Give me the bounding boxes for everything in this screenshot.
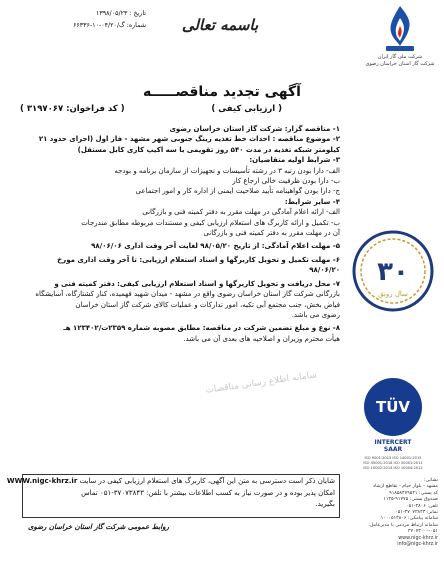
company-logo-block — [362, 4, 438, 68]
tuv-logo-icon: TÜV — [364, 378, 422, 436]
call-number: ( کد فراخوان: ۳۱۹۷۰۶۷ ) — [20, 104, 125, 114]
emblem-number: ۳۰ — [377, 257, 409, 287]
body-line: ۸- نوع و مبلغ تضمین شرکت در مناقصه: مطابق مصوبه شماره ۲۳۵۹ت/۱۲۳۴۰۲ هـ — [63, 324, 340, 333]
contact-email-link[interactable]: info@nigc-khrz.ir — [397, 542, 438, 548]
body-line: ۶- مهلت تکمیل و تحویل کاربرگها و اسناد استعلام ارزیابی: تا آخر وقت اداری مورخ — [57, 255, 340, 264]
contact-website-link[interactable]: www.nigc-khrz.ir — [398, 535, 438, 541]
body-line: ۵- مهلت اعلام آمادگی: از تاریخ ۹۸/۰۵/۲۰ لغایت آخر وقت اداری ۹۸/۰۶/۰۶ — [91, 242, 340, 251]
body-line: ۹۸/۰۶/۲۰ — [309, 266, 340, 275]
body-line: الف- ارائه اعلام آمادگی در مهلت مقرر به دفتر کمیته فنی و بازرگانی — [142, 208, 340, 217]
info-line: امکان پذیر بوده و در صورت نیاز به کسب اطلاعات بیشتر با تلفن: ۳۷۰۷۳۸۴۳-۰۵۱ تماس — [81, 488, 335, 497]
body-line: ۳- شرایط اولیه متقاضیان: — [249, 156, 340, 165]
website-link[interactable]: WWW.nigc-khrz.ir — [6, 477, 78, 485]
body-line: ۷- محل دریافت و تحویل کاربرگها و اسناد استعلام ارزیابی کیفی: دفتر کمیته فنی و — [54, 279, 340, 288]
number-label: شماره: گ/۰۴/۲۰-۱۰-۶۶۳۳۶ — [73, 22, 146, 29]
body-line: هیأت محترم وزیران و اصلاحیه های بعدی آن می باشد. — [183, 334, 340, 343]
info-line: بگیرید. — [315, 500, 335, 508]
iso-cert-list — [354, 456, 432, 471]
contact-line: سامانه پیامکی: ۱۰۰۰۵۱۳۸۰۶ — [380, 516, 438, 522]
body-line: ب- دارا بودن ظرفیت خالی ارجاع کار — [232, 177, 340, 186]
notice-subline — [12, 104, 432, 118]
emblem-caption: سال رونق — [378, 290, 408, 298]
body-line: الف- دارا بودن رتبه ۳ در رشته تأسیسات و تجهیزات از سازمان برنامه و بودجه — [114, 166, 340, 175]
year-emblem-icon — [352, 230, 434, 312]
body-line: کیلومتر شبکه تغذیه در مدت ۵۴۰ روز تقویمی با سه اکیپ کاری کابل مستقل) — [77, 145, 340, 154]
tuv-name: INTERCERT — [374, 439, 412, 446]
info-line — [6, 476, 335, 488]
body-line: ب- تکمیل و ارائه کاربرگ های استعلام ارزیابی کیفی و مستندات مربوطه مطابق مندرجات — [81, 218, 340, 227]
contact-line: تلفن: ۳۸۰۶-۰۵۱ — [406, 503, 438, 509]
body-line: رضوی می باشد. — [291, 310, 340, 319]
public-relations-signature: روابط عمومی شرکت گاز استان خراسان رضوی — [28, 523, 170, 531]
letter-meta — [6, 8, 146, 32]
iso-line: ISO 45001:2018 ISO 50001:2011 — [363, 461, 423, 465]
contact-line: مشهد - بلوار خیام - تقاطع ارشاد — [373, 484, 438, 490]
contact-line: نشانی: — [423, 478, 438, 483]
org-name-line: شرکت ملی گاز ایران — [377, 54, 423, 60]
gas-flame-logo-icon — [378, 4, 422, 54]
contact-line: سامانه ارتباط مردمی با مدیرعامل: — [368, 522, 438, 528]
contact-line: کد پستی: ۹۱۸۵۸۴۷۹۵۴۱ — [389, 490, 438, 496]
evaluation-type: ( ارزیابی کیفی ) — [211, 104, 282, 114]
body-line: ۴- سایر شرایط: — [284, 197, 340, 206]
contact-line: صندوق پستی: ۹۱۷۷۵-۱۱۳۵ — [383, 497, 438, 503]
notice-title: آگهی تجدید مناقصـــــه — [143, 84, 301, 100]
iso-line: ISO 9001:2015 ISO 14001:2015 — [364, 456, 422, 460]
tuv-certificate — [354, 378, 432, 471]
tuv-name-2: SAAR — [383, 446, 403, 453]
body-line: ج- دارا بودن گواهینامه تأیید صلاحیت ایمنی از اداره کار و امور اجتماعی — [135, 187, 340, 196]
info-box — [6, 474, 340, 518]
body-line: فیاض بخش، جنب مجتمع آبی تکیه، امور تدارکات و عملیات کالای شرکت گاز استان خراسان — [75, 300, 340, 309]
iso-line: ISO 10002:2014 ISO 10004:2012 — [363, 466, 423, 470]
notice-body — [10, 124, 340, 344]
body-line: ۱- مناقصه گزار: شرکت گاز استان خراسان رضوی — [169, 125, 340, 133]
contact-line: ۳۷۰۷۳۰۰۰-۰۵۱ — [407, 529, 438, 535]
watermark-text: سامانه اطلاع رسانی مناقصات — [204, 370, 318, 396]
body-line: ۲- موضوع مناقصه : احداث خط تغذیه رینگ جنوبی شهر مشهد - فاز اول (اجرای حدود ۲۱ — [38, 135, 340, 144]
contact-line: نمابر: ۳۷۰۷۳۸۴۳-۰۵۱ — [395, 510, 438, 516]
basmala-heading: باسمه تعالی — [181, 16, 259, 34]
org-name-line-2: شرکت گاز استان خراسان رضوی — [365, 61, 435, 67]
date-label: تاریخ : ۱۳۹۸/۰۵/۲۳ — [96, 10, 146, 17]
info-text: شایان ذکر است دسترسی به متن این آگهی، کاربرگ های استعلام ارزیابی کیفی در سایت — [79, 477, 335, 485]
body-line: آن در مهلت مقرر به دفتر کمیته فنی و بازرگانی — [203, 229, 340, 238]
contact-column — [354, 478, 438, 548]
body-line: بازرگانی شرکت گاز استان خراسان رضوی واقع در مشهد - میدان شهید فهمیده، کنار کشتارگاه، آسایشگاه — [35, 290, 340, 299]
